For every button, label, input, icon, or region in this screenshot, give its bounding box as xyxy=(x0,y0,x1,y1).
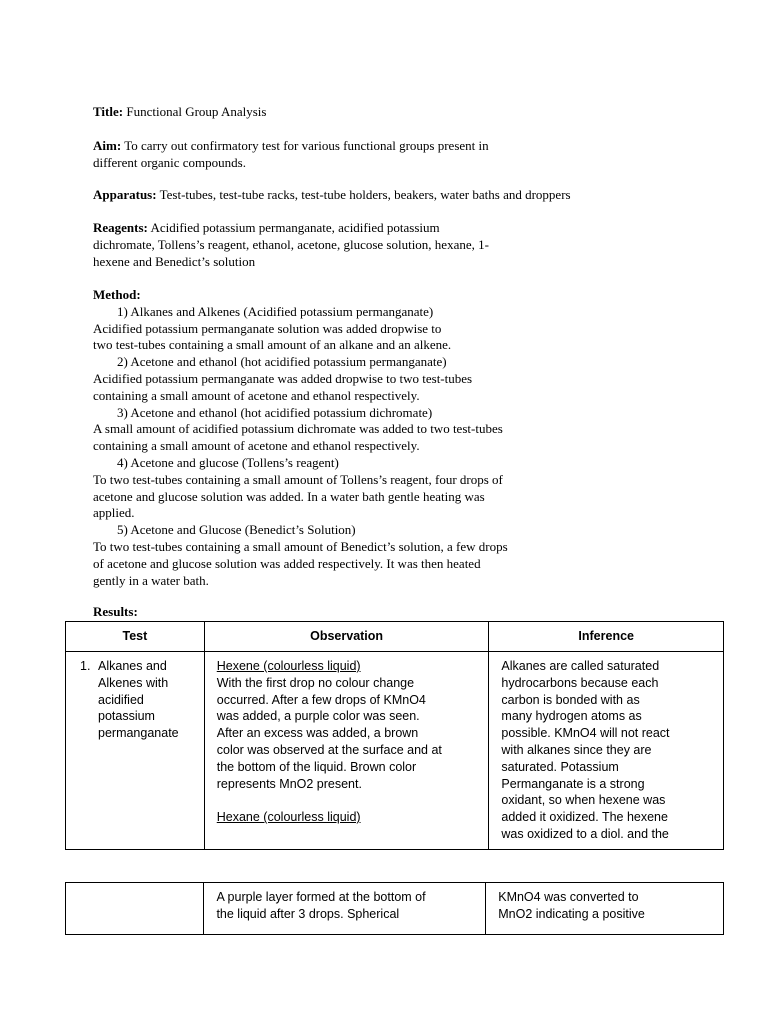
test-line: acidified xyxy=(98,692,144,707)
observation-cell xyxy=(204,652,489,850)
table-row xyxy=(66,652,724,850)
aim-section xyxy=(93,138,613,172)
column-header: Inference xyxy=(489,622,724,652)
method-step-line: Acidified potassium permanganate was added dropwise to two test-tubes xyxy=(93,370,473,386)
method-step-line: acetone and glucose solution was added. In a water bath gentle heating was xyxy=(93,488,485,504)
inference-line: carbon is bonded with as xyxy=(501,692,640,707)
method-step-heading: 3) Acetone and ethanol (hot acidified potassium dichromate) xyxy=(117,404,433,420)
inference-line: added it oxidized. The hexene xyxy=(501,810,668,825)
test-line: Alkanes and xyxy=(98,659,167,673)
observation-cell xyxy=(204,883,486,935)
method-step-line: two test-tubes containing a small amount of an alkane and an alkene. xyxy=(93,337,452,353)
test-cell xyxy=(66,883,204,935)
test-line: potassium xyxy=(98,709,155,724)
results-table-continued xyxy=(65,882,724,935)
test-cell xyxy=(66,652,205,850)
reagents-label: Reagents: xyxy=(93,220,148,235)
column-header: Test xyxy=(66,622,205,652)
inference-line: was oxidized to a diol. and the xyxy=(501,826,669,841)
table-row xyxy=(66,883,724,935)
method-step-line: of acetone and glucose solution was added respectively. It was then heated xyxy=(93,555,481,571)
observation-line: With the first drop no colour change xyxy=(216,675,415,690)
inference-line: MnO2 indicating a positive xyxy=(498,906,645,921)
inference-cell xyxy=(489,652,724,850)
method-step-heading: 2) Acetone and ethanol (hot acidified potassium permanganate) xyxy=(117,354,447,370)
results-label: Results: xyxy=(93,604,138,619)
inference-line: hydrocarbons because each xyxy=(501,675,659,690)
method-step-heading: 5) Acetone and Glucose (Benedict’s Solution) xyxy=(117,522,356,538)
method-step-line: Acidified potassium permanganate solution was added dropwise to xyxy=(93,320,442,336)
inference-line: KMnO4 was converted to xyxy=(498,890,639,904)
inference-line: Alkanes are called saturated xyxy=(501,659,660,673)
method-step-line: To two test-tubes containing a small amount of Tollens’s reagent, four drops of xyxy=(93,471,503,487)
column-header: Observation xyxy=(204,622,489,652)
test-number: 1. xyxy=(80,659,91,673)
test-line: Alkenes with xyxy=(98,675,169,690)
apparatus-section xyxy=(93,187,713,204)
observation-line: was added, a purple color was seen. xyxy=(216,709,420,724)
reagents-section xyxy=(93,220,613,270)
inference-line: oxidant, so when hexene was xyxy=(501,793,666,808)
inference-line: saturated. Potassium xyxy=(501,759,619,774)
method-step-line: A small amount of acidified potassium dichromate was added to two test-tubes xyxy=(93,421,503,437)
observation-line: occurred. After a few drops of KMnO4 xyxy=(216,692,426,707)
test-line: permanganate xyxy=(98,726,179,741)
observation-heading: Hexene (colourless liquid) xyxy=(216,659,361,673)
aim-line: To carry out confirmatory test for various functional groups present in xyxy=(124,138,489,153)
observation-line: represents MnO2 present. xyxy=(216,776,362,791)
observation-line: the bottom of the liquid. Brown color xyxy=(216,759,417,774)
title-line xyxy=(93,104,613,121)
apparatus-text: Test-tubes, test-tube racks, test-tube holders, beakers, water baths and droppers xyxy=(159,187,571,202)
inference-line: many hydrogen atoms as xyxy=(501,709,642,724)
inference-cell xyxy=(486,883,724,935)
inference-line: Permanganate is a strong xyxy=(501,776,645,791)
method-step-line: gently in a water bath. xyxy=(93,572,209,588)
method-step-heading: 1) Alkanes and Alkenes (Acidified potassium permanganate) xyxy=(117,303,434,319)
method-step-line: containing a small amount of acetone and ethanol respectively. xyxy=(93,438,420,454)
inference-line: possible. KMnO4 will not react xyxy=(501,726,670,741)
results-heading xyxy=(93,604,613,621)
inference-line: with alkanes since they are xyxy=(501,742,652,757)
results-table xyxy=(65,621,724,850)
document-title: Functional Group Analysis xyxy=(126,104,267,119)
method-label: Method: xyxy=(93,287,141,302)
table-header-row xyxy=(66,622,724,652)
reagents-line: hexene and Benedict’s solution xyxy=(93,253,256,269)
observation-line: the liquid after 3 drops. Spherical xyxy=(216,906,400,921)
method-step-line: applied. xyxy=(93,505,135,521)
observation-line: A purple layer formed at the bottom of xyxy=(216,890,426,904)
aim-line: different organic compounds. xyxy=(93,154,246,170)
method-step-line: containing a small amount of acetone and ethanol respectively. xyxy=(93,387,420,403)
reagents-line: dichromate, Tollens’s reagent, ethanol, acetone, glucose solution, hexane, 1- xyxy=(93,236,489,252)
method-step-heading: 4) Acetone and glucose (Tollens’s reagent) xyxy=(117,454,339,470)
observation-line: After an excess was added, a brown xyxy=(216,726,419,741)
method-section xyxy=(93,287,613,589)
method-step-line: To two test-tubes containing a small amount of Benedict’s solution, a few drops xyxy=(93,538,508,554)
aim-label: Aim: xyxy=(93,138,122,153)
apparatus-label: Apparatus: xyxy=(93,187,157,202)
observation-line: color was observed at the surface and at xyxy=(216,742,442,757)
reagents-line: Acidified potassium permanganate, acidified potassium xyxy=(150,220,440,235)
title-label: Title: xyxy=(93,104,124,119)
observation-heading: Hexane (colourless liquid) xyxy=(216,810,361,825)
